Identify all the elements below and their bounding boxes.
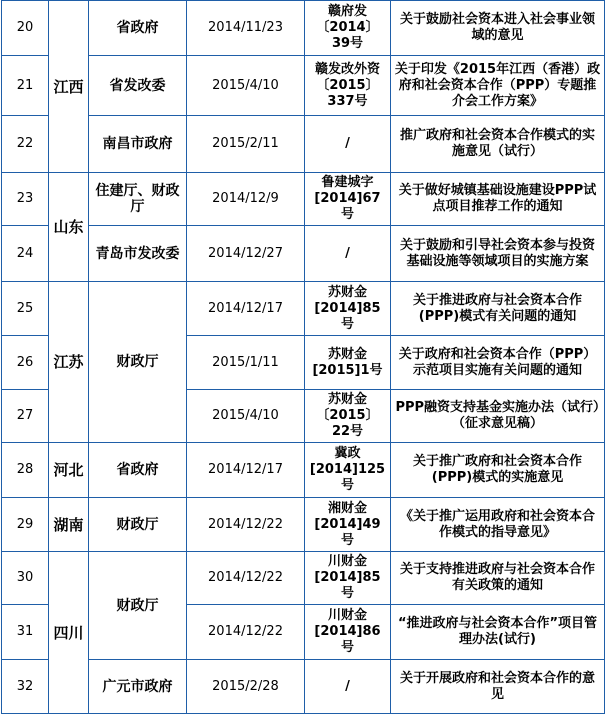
document-title-cell: 关于鼓励社会资本进入社会事业领域的意见 xyxy=(391,1,605,56)
document-title-cell: 关于开展政府和社会资本合作的意见 xyxy=(391,660,605,714)
document-title-cell: 关于支持推进政府与社会资本合作有关政策的通知 xyxy=(391,552,605,605)
date-cell: 2014/11/23 xyxy=(187,1,305,56)
row-number: 24 xyxy=(2,226,49,282)
document-number-cell: 湘财金[2014]49号 xyxy=(305,498,391,552)
table-row xyxy=(2,282,605,336)
date-cell: 2014/12/17 xyxy=(187,282,305,336)
date-cell: 2014/12/9 xyxy=(187,173,305,226)
row-number: 20 xyxy=(2,1,49,56)
document-number-cell: 川财金[2014]85号 xyxy=(305,552,391,605)
department-cell: 南昌市政府 xyxy=(89,116,187,173)
date-cell: 2015/4/10 xyxy=(187,56,305,116)
row-number: 21 xyxy=(2,56,49,116)
province-cell: 四川 xyxy=(49,552,89,714)
row-number: 22 xyxy=(2,116,49,173)
row-number: 26 xyxy=(2,336,49,390)
province-cell: 河北 xyxy=(49,443,89,498)
document-title-cell: 关于做好城镇基础设施建设PPP试点项目推荐工作的通知 xyxy=(391,173,605,226)
table-row xyxy=(2,498,605,552)
department-cell: 财政厅 xyxy=(89,552,187,660)
document-number-cell: 鲁建城字[2014]67号 xyxy=(305,173,391,226)
province-cell: 山东 xyxy=(49,173,89,282)
document-title-cell: “推进政府与社会资本合作”项目管理办法(试行) xyxy=(391,605,605,660)
table-row xyxy=(2,116,605,173)
department-cell: 财政厅 xyxy=(89,498,187,552)
row-number: 32 xyxy=(2,660,49,714)
table-row xyxy=(2,1,605,56)
department-cell: 广元市政府 xyxy=(89,660,187,714)
row-number: 28 xyxy=(2,443,49,498)
document-title-cell: 推广政府和社会资本合作模式的实施意见（试行） xyxy=(391,116,605,173)
table-row xyxy=(2,552,605,605)
document-number-cell: / xyxy=(305,660,391,714)
document-number-cell: / xyxy=(305,226,391,282)
department-cell: 省政府 xyxy=(89,443,187,498)
table-row xyxy=(2,226,605,282)
province-cell: 江西 xyxy=(49,1,89,173)
document-number-cell: 苏财金〔2015〕22号 xyxy=(305,390,391,443)
date-cell: 2014/12/22 xyxy=(187,498,305,552)
date-cell: 2014/12/17 xyxy=(187,443,305,498)
table-row xyxy=(2,660,605,714)
province-cell: 江苏 xyxy=(49,282,89,443)
date-cell: 2014/12/22 xyxy=(187,605,305,660)
policy-table xyxy=(1,0,605,714)
document-title-cell: 关于政府和社会资本合作（PPP）示范项目实施有关问题的通知 xyxy=(391,336,605,390)
document-number-cell: / xyxy=(305,116,391,173)
document-title-cell: PPP融资支持基金实施办法（试行）（征求意见稿） xyxy=(391,390,605,443)
date-cell: 2015/2/11 xyxy=(187,116,305,173)
document-title-cell: 关于印发《2015年江西（香港）政府和社会资本合作（PPP）专题推介会工作方案》 xyxy=(391,56,605,116)
department-cell: 财政厅 xyxy=(89,282,187,443)
document-title-cell: 《关于推广运用政府和社会资本合作模式的指导意见》 xyxy=(391,498,605,552)
document-number-cell: 赣发改外资〔2015〕337号 xyxy=(305,56,391,116)
date-cell: 2015/2/28 xyxy=(187,660,305,714)
document-title-cell: 关于推进政府与社会资本合作(PPP)模式有关问题的通知 xyxy=(391,282,605,336)
department-cell: 省发改委 xyxy=(89,56,187,116)
date-cell: 2015/1/11 xyxy=(187,336,305,390)
document-number-cell: 苏财金[2015]1号 xyxy=(305,336,391,390)
row-number: 29 xyxy=(2,498,49,552)
department-cell: 青岛市发改委 xyxy=(89,226,187,282)
date-cell: 2014/12/27 xyxy=(187,226,305,282)
date-cell: 2014/12/22 xyxy=(187,552,305,605)
document-title-cell: 关于鼓励和引导社会资本参与投资基础设施等领域项目的实施方案 xyxy=(391,226,605,282)
department-cell: 省政府 xyxy=(89,1,187,56)
document-number-cell: 川财金[2014]86号 xyxy=(305,605,391,660)
row-number: 25 xyxy=(2,282,49,336)
document-number-cell: 苏财金[2014]85号 xyxy=(305,282,391,336)
row-number: 27 xyxy=(2,390,49,443)
row-number: 30 xyxy=(2,552,49,605)
document-number-cell: 冀政[2014]125号 xyxy=(305,443,391,498)
row-number: 23 xyxy=(2,173,49,226)
date-cell: 2015/4/10 xyxy=(187,390,305,443)
department-cell: 住建厅、财政厅 xyxy=(89,173,187,226)
table-row xyxy=(2,173,605,226)
province-cell: 湖南 xyxy=(49,498,89,552)
table-row xyxy=(2,56,605,116)
row-number: 31 xyxy=(2,605,49,660)
document-title-cell: 关于推广政府和社会资本合作(PPP)模式的实施意见 xyxy=(391,443,605,498)
table-row xyxy=(2,443,605,498)
document-number-cell: 赣府发〔2014〕39号 xyxy=(305,1,391,56)
